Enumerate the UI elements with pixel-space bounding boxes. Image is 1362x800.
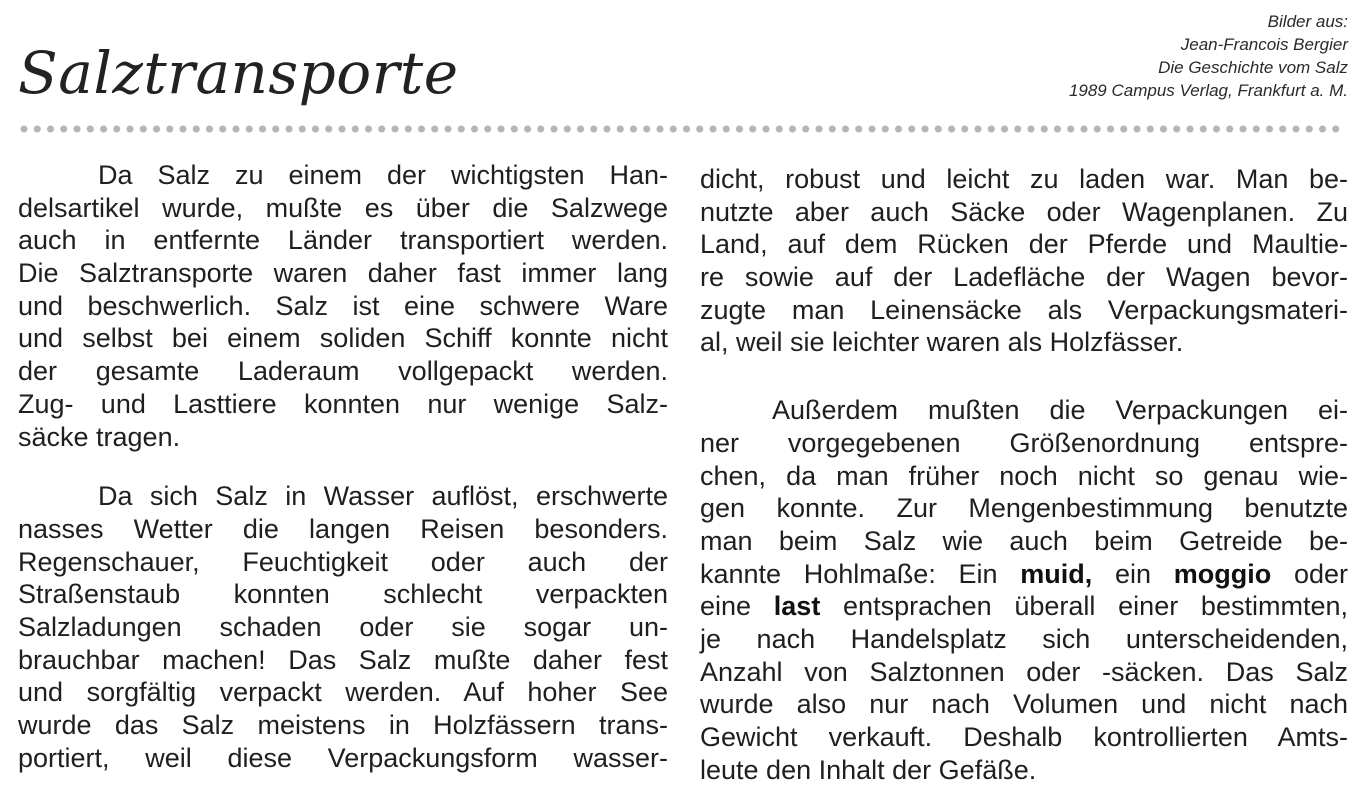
text-line: man beim Salz wie auch beim Getreide be-	[700, 525, 1348, 556]
image-credits	[1069, 10, 1348, 102]
credits-line: Bilder aus:	[1267, 12, 1348, 31]
text-line: Anzahl von Salztonnen oder -säcken. Das Salz	[700, 656, 1348, 687]
text-line: delsartikel wurde, mußte es über die Salzwege	[18, 192, 668, 223]
text-line: und beschwerlich. Salz ist eine schwere Ware	[18, 290, 668, 321]
text-line: brauchbar machen! Das Salz mußte daher fest	[18, 644, 668, 675]
left-column	[18, 159, 668, 774]
term-muid: muid,	[1020, 558, 1093, 589]
page-title: Salztransporte	[18, 39, 459, 107]
text-line: Die Salztransporte waren daher fast immer lang	[18, 258, 668, 289]
text-line: nutzte aber auch Säcke oder Wagenplanen. Zu	[700, 196, 1348, 227]
text-line: Außerdem mußten die Verpackungen ei-	[772, 395, 1348, 426]
text-line: re sowie auf der Ladefläche der Wagen bevor-	[700, 262, 1348, 293]
credits-line: Die Geschichte vom Salz	[1158, 58, 1348, 77]
text-line: wurde das Salz meistens in Holzfässern trans-	[18, 710, 668, 740]
text-fragment: entsprachen überall einer bestimmten,	[820, 591, 1348, 622]
text-fragment: oder	[1271, 558, 1348, 589]
text-line: Regenschauer, Feuchtigkeit oder auch der	[18, 546, 668, 577]
text-line: Da sich Salz in Wasser auflöst, erschwerte	[98, 481, 668, 512]
text-line	[700, 558, 1348, 591]
text-line	[700, 590, 1348, 623]
text-line: gen konnte. Zur Mengenbestimmung benutzte	[700, 493, 1348, 524]
paragraph	[18, 159, 668, 453]
paragraph	[18, 480, 668, 774]
paragraph	[700, 394, 1348, 786]
text-line: portiert, weil diese Verpackungsform wasser-	[18, 742, 668, 773]
text-line: ner vorgegebenen Größenordnung entspre-	[700, 427, 1348, 458]
text-line: Land, auf dem Rücken der Pferde und Maultie-	[700, 229, 1348, 260]
text-line: und selbst bei einem soliden Schiff konnte nicht	[18, 323, 668, 354]
term-moggio: moggio	[1173, 558, 1272, 589]
text-line: und sorgfältig verpackt werden. Auf hoher See	[18, 677, 668, 708]
text-line: wurde also nur nach Volumen und nicht nach	[700, 689, 1348, 720]
text-fragment: ein	[1092, 558, 1174, 589]
text-line: al, weil sie leichter waren als Holzfässer.	[700, 327, 1184, 358]
text-line: der gesamte Laderaum vollgepackt werden.	[18, 356, 668, 387]
text-line: leute den Inhalt der Gefäße.	[700, 754, 1037, 785]
dotted-divider	[20, 124, 1345, 134]
text-line: säcke tragen.	[18, 421, 181, 452]
right-column	[700, 163, 1348, 786]
text-fragment: kannte Hohlmaße: Ein	[700, 558, 1021, 589]
text-line: dicht, robust und leicht zu laden war. Man be-	[700, 164, 1348, 194]
text-line: Gewicht verkauft. Deshalb kontrollierten Amts-	[700, 722, 1348, 752]
text-fragment: eine	[700, 591, 774, 622]
paragraph	[700, 163, 1348, 359]
credits-line: Jean-Francois Bergier	[1180, 35, 1348, 54]
text-line: chen, da man früher noch nicht so genau wie-	[700, 460, 1348, 491]
text-line: zugte man Leinensäcke als Verpackungsmateri-	[700, 294, 1348, 325]
text-line: Da Salz zu einem der wichtigsten Han-	[98, 160, 668, 190]
text-line: Straßenstaub konnten schlecht verpackten	[18, 579, 668, 610]
term-last: last	[773, 591, 821, 622]
credits-line: 1989 Campus Verlag, Frankfurt a. M.	[1068, 81, 1348, 100]
text-line: auch in entfernte Länder transportiert werden.	[18, 225, 668, 256]
text-line: je nach Handelsplatz sich unterscheidenden,	[700, 623, 1348, 654]
text-line: Salzladungen schaden oder sie sogar un-	[18, 611, 668, 642]
text-line: nasses Wetter die langen Reisen besonders.	[18, 513, 668, 544]
text-line: Zug- und Lasttiere konnten nur wenige Salz-	[18, 388, 668, 419]
